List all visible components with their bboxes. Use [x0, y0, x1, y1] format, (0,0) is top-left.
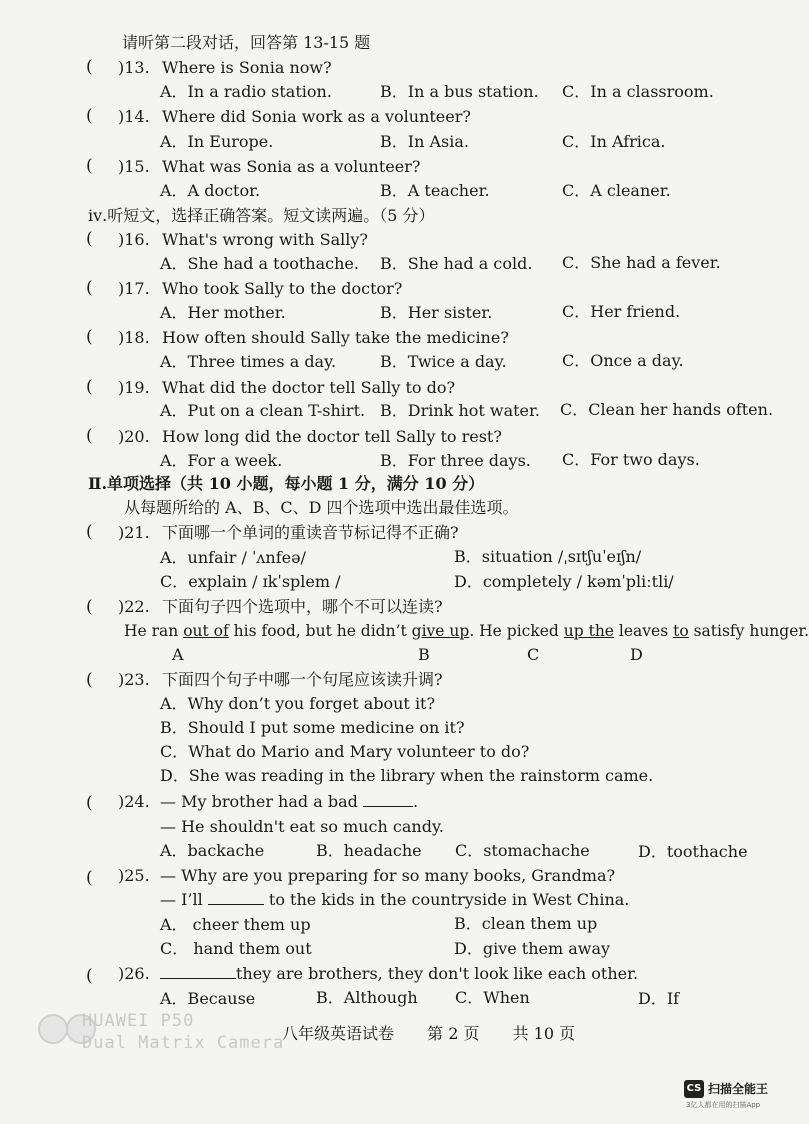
- option-a: A．In a radio station.: [160, 82, 332, 101]
- question-number: )19.: [118, 378, 150, 397]
- option-a: A．A doctor.: [160, 181, 261, 200]
- answer-paren: (: [86, 57, 93, 77]
- option-b: B．A teacher.: [380, 181, 490, 200]
- option-c: C．For two days.: [562, 450, 700, 469]
- underlined-c: up the: [563, 622, 614, 640]
- answer-paren: (: [86, 966, 93, 986]
- answer-paren: (: [86, 426, 93, 446]
- option-d: D．If: [638, 989, 680, 1008]
- option-d: D．give them away: [454, 939, 611, 958]
- dialogue-line: — Why are you preparing for so many books, Grandma?: [160, 866, 616, 885]
- liaison-sentence: He ran out of his food, but he didn’t give up. He picked up the leaves to satisfy hunger.: [124, 622, 809, 640]
- question-text: What was Sonia as a volunteer?: [162, 157, 421, 176]
- answer-paren: (: [86, 327, 93, 347]
- answer-paren: (: [86, 229, 93, 249]
- page-total: 共 10 页: [512, 1024, 576, 1043]
- option-c: C．What do Mario and Mary volunteer to do?: [160, 742, 530, 761]
- question-text: What did the doctor tell Sally to do?: [162, 378, 456, 397]
- option-a: A．In Europe.: [160, 132, 274, 151]
- part4-heading: ⅳ.听短文，选择正确答案。短文读两遍。（5 分）: [88, 206, 435, 225]
- label-a: A: [172, 645, 184, 664]
- question-number: )20.: [118, 427, 150, 446]
- question-text: Where did Sonia work as a volunteer?: [162, 107, 471, 126]
- option-c: C．stomachache: [455, 841, 590, 860]
- option-c: C．Her friend.: [562, 302, 681, 321]
- option-c: C．Once a day.: [562, 351, 684, 370]
- question-number: )21.: [118, 523, 150, 542]
- option-b: B．situation /ˌsɪtʃuˈeɪʃn/: [454, 547, 642, 566]
- question-number: )16.: [118, 230, 150, 249]
- option-d: D．completely / kəmˈpliːtli/: [454, 572, 674, 591]
- answer-blank: [363, 792, 413, 807]
- option-b: B．headache: [316, 841, 422, 860]
- option-b: B．In Asia.: [380, 132, 469, 151]
- option-b: B．In a bus station.: [380, 82, 539, 101]
- option-a: A．Put on a clean T-shirt.: [160, 401, 366, 420]
- option-a: A．Her mother.: [160, 303, 286, 322]
- question-number: )18.: [118, 328, 150, 347]
- section-instruction: 从每题所给的 A、B、C、D 四个选项中选出最佳选项。: [124, 498, 519, 517]
- option-a: A．For a week.: [160, 451, 283, 470]
- option-b: B．Her sister.: [380, 303, 493, 322]
- question-number: )17.: [118, 279, 150, 298]
- option-d: D．She was reading in the library when the rainstorm came.: [160, 766, 654, 785]
- label-c: C: [527, 645, 540, 664]
- option-c: C．In a classroom.: [562, 82, 714, 101]
- question-number: )23.: [118, 670, 150, 689]
- question-text: they are brothers, they don't look like each other.: [160, 964, 638, 984]
- answer-paren: (: [86, 106, 93, 126]
- scanner-app-name: 扫描全能王: [708, 1082, 769, 1096]
- option-d: D．toothache: [638, 842, 748, 861]
- option-b: B．For three days.: [380, 451, 531, 470]
- answer-blank: [208, 890, 264, 905]
- question-text: Where is Sonia now?: [162, 58, 332, 77]
- option-c: C．explain / ɪkˈsplem /: [160, 572, 341, 591]
- question-number: )26.: [118, 964, 150, 983]
- answer-paren: (: [86, 278, 93, 298]
- answer-paren: (: [86, 156, 93, 176]
- option-a: A．Why don’t you forget about it?: [160, 694, 436, 713]
- camera-watermark: HUAWEI P50 Dual Matrix Camera: [82, 1011, 285, 1053]
- answer-paren: (: [86, 522, 93, 542]
- option-b: B．Although: [316, 988, 418, 1007]
- option-a: A．unfair / ˈʌnfeə/: [160, 548, 306, 567]
- answer-paren: (: [86, 868, 93, 888]
- question-text: 下面句子四个选项中，哪个不可以连读?: [162, 597, 443, 616]
- question-text: Who took Sally to the doctor?: [162, 279, 403, 298]
- label-d: D: [630, 645, 643, 664]
- answer-paren: (: [86, 793, 93, 813]
- dialogue-line: — I’ll to the kids in the countryside in West China.: [160, 890, 630, 909]
- page-footer: [282, 1024, 603, 1044]
- option-a: A．Because: [160, 989, 256, 1008]
- question-text: How often should Sally take the medicine?: [162, 328, 509, 347]
- scanner-tagline: 3亿人都在用的扫描App: [686, 1101, 761, 1109]
- question-number: )13.: [118, 58, 150, 77]
- question-text: What's wrong with Sally?: [162, 230, 369, 249]
- answer-paren: (: [86, 597, 93, 617]
- option-c: C．A cleaner.: [562, 181, 671, 200]
- question-number: )14.: [118, 107, 150, 126]
- option-a: A．backache: [160, 841, 265, 860]
- camera-lens-icon: [38, 1014, 68, 1044]
- question-number: )15.: [118, 157, 150, 176]
- question-text: 下面哪一个单词的重读音节标记得不正确?: [162, 523, 459, 542]
- option-a: A． cheer them up: [160, 915, 311, 934]
- option-a: A．Three times a day.: [160, 352, 337, 371]
- answer-blank: [160, 964, 236, 979]
- option-a: A．She had a toothache.: [160, 254, 359, 273]
- option-c: C．In Africa.: [562, 132, 666, 151]
- option-b: B．Drink hot water.: [380, 401, 541, 420]
- option-b: B．Should I put some medicine on it?: [160, 718, 465, 737]
- exam-title: 八年级英语试卷: [282, 1024, 395, 1043]
- question-number: )24.: [118, 792, 150, 811]
- option-c: C．Clean her hands often.: [560, 400, 774, 419]
- option-c: C． hand them out: [160, 939, 312, 958]
- dialogue-line: — My brother had a bad .: [160, 792, 419, 811]
- option-b: B．Twice a day.: [380, 352, 507, 371]
- answer-paren: (: [86, 670, 93, 690]
- question-number: )25.: [118, 866, 150, 885]
- dialogue-line: — He shouldn't eat so much candy.: [160, 817, 444, 836]
- part3-instruction: 请听第二段对话，回答第 13-15 题: [122, 33, 371, 52]
- section-heading: Ⅱ.单项选择（共 10 小题，每小题 1 分，满分 10 分）: [88, 474, 485, 493]
- option-c: C．She had a fever.: [562, 253, 721, 272]
- question-text: How long did the doctor tell Sally to rest?: [162, 427, 502, 446]
- underlined-b: give up: [411, 622, 470, 640]
- question-text: 下面四个句子中哪一个句尾应该读升调?: [162, 670, 443, 689]
- option-c: C．When: [455, 988, 530, 1007]
- option-b: B．clean them up: [454, 914, 598, 933]
- label-b: B: [418, 645, 430, 664]
- underlined-a: out of: [183, 622, 229, 640]
- page-number: 第 2 页: [427, 1024, 480, 1043]
- question-number: )22.: [118, 597, 150, 616]
- option-b: B．She had a cold.: [380, 254, 533, 273]
- camscanner-logo-icon: CS: [684, 1080, 704, 1098]
- answer-paren: (: [86, 377, 93, 397]
- underlined-d: to: [673, 622, 689, 640]
